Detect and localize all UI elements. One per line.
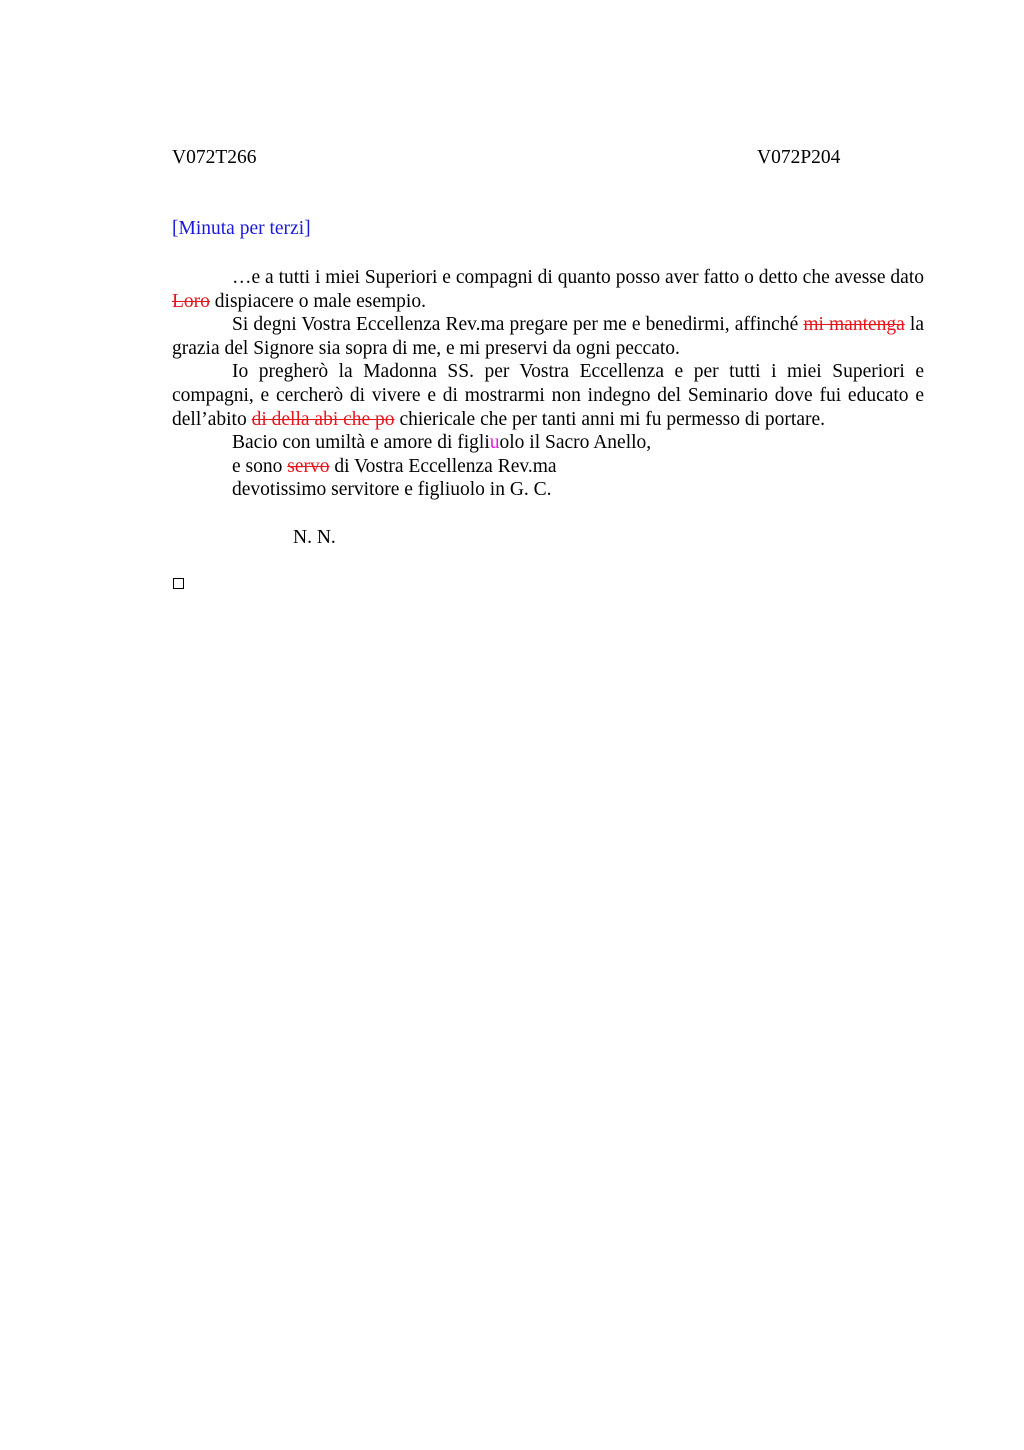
deleted-text: Loro	[172, 290, 210, 312]
signature: N. N.	[293, 527, 336, 548]
paragraph-text: la grazia del Signore sia sopra di me, e mi preservi da ogni peccato.	[172, 314, 924, 359]
paragraph-5	[172, 455, 924, 479]
document-code-right: V072P204	[757, 147, 841, 168]
paragraph-text: Io pregherò la Madonna SS. per Vostra Eccellenza e per tutti i miei Superiori e compagni, e cercherò di vivere e di mostrarmi non indegno del Seminario dove fui educato e dell’abito	[172, 361, 924, 430]
deleted-text: servo	[287, 455, 330, 477]
paragraph-text: Bacio con umiltà e amore di figli	[232, 432, 490, 454]
deleted-text: mi mantenga	[803, 314, 905, 336]
paragraph-2	[172, 313, 924, 360]
paragraph-text: dispiacere o male esempio.	[209, 290, 426, 312]
paragraph-1	[172, 266, 924, 313]
end-box-icon	[173, 578, 184, 589]
paragraph-text: di Vostra Eccellenza Rev.ma	[329, 455, 557, 477]
document-code-left: V072T266	[172, 147, 257, 168]
paragraph-3	[172, 360, 924, 431]
letter-body	[172, 266, 924, 502]
paragraph-6	[172, 478, 924, 502]
deleted-text: di della abi che po	[251, 408, 395, 430]
paragraph-text: chiericale che per tanti anni mi fu permesso di portare.	[394, 408, 826, 430]
paragraph-text: …e a tutti i miei Superiori e compagni di quanto posso aver fatto o detto che avesse dato	[232, 267, 924, 288]
document-title: [Minuta per terzi]	[172, 218, 311, 239]
paragraph-text: devotissimo servitore e figliuolo in G. C.	[232, 479, 552, 501]
inserted-text: u	[489, 432, 500, 454]
paragraph-4	[172, 431, 924, 455]
paragraph-text: olo il Sacro Anello,	[499, 432, 652, 454]
paragraph-text: e sono	[232, 455, 288, 477]
paragraph-text: Si degni Vostra Eccellenza Rev.ma pregare per me e benedirmi, affinché	[232, 314, 804, 336]
